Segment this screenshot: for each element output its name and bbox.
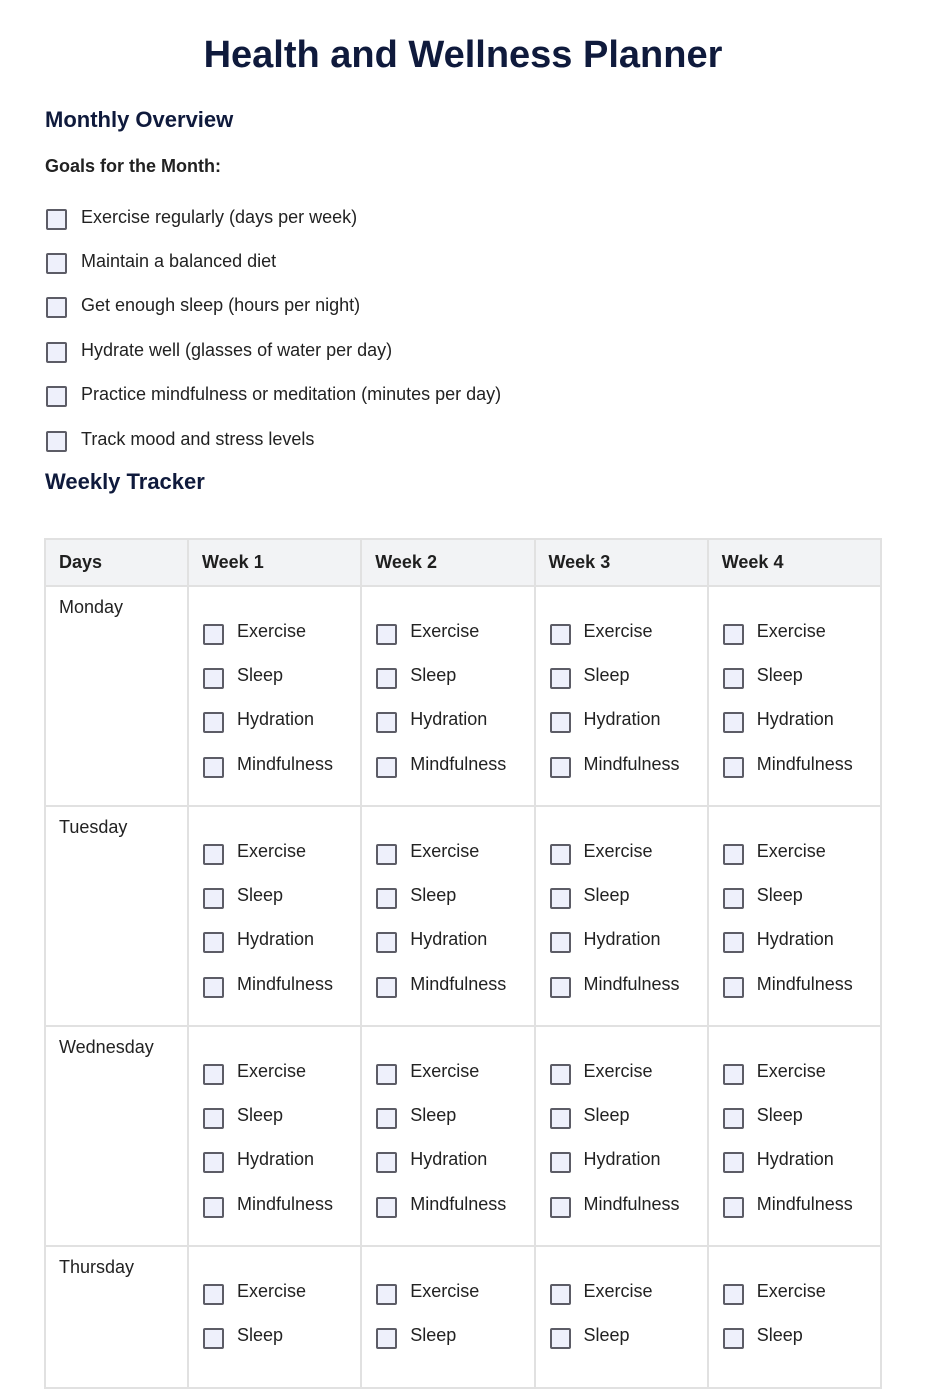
tracker-item-label: Sleep (410, 885, 457, 906)
tracker-item-label: Hydration (237, 929, 315, 950)
tracker-item[interactable] (203, 1269, 360, 1313)
tracker-item-label: Mindfulness (583, 1193, 680, 1214)
tracker-item-label: Exercise (583, 1060, 653, 1081)
checkbox[interactable] (723, 624, 744, 645)
week-3-cell (535, 586, 708, 806)
checkbox[interactable] (376, 977, 397, 998)
goals-list (46, 195, 501, 461)
tracker-item[interactable] (376, 918, 533, 962)
column-header-week-3: Week 3 (535, 539, 708, 586)
column-header-week-4: Week 4 (708, 539, 881, 586)
tracker-item-label: Sleep (583, 1105, 630, 1126)
tracker-item-label: Hydration (583, 929, 661, 950)
tracker-item[interactable] (376, 1269, 533, 1313)
checkbox[interactable] (723, 844, 744, 865)
tracker-item[interactable] (203, 1313, 360, 1357)
checkbox[interactable] (376, 1064, 397, 1085)
checkbox[interactable] (376, 668, 397, 689)
checkbox[interactable] (46, 386, 67, 407)
tracker-item[interactable] (203, 698, 360, 742)
checkbox[interactable] (550, 1108, 571, 1129)
tracker-item-label: Hydration (756, 709, 834, 730)
tracker-item[interactable] (376, 698, 533, 742)
checkbox[interactable] (203, 712, 224, 733)
tracker-item-label: Sleep (583, 665, 630, 686)
checkbox[interactable] (203, 1064, 224, 1085)
tracker-item[interactable] (203, 873, 360, 917)
tracker-item-label: Exercise (237, 840, 307, 861)
week-4-cell (708, 586, 881, 806)
checkbox[interactable] (550, 1152, 571, 1173)
tracker-item[interactable] (376, 1049, 533, 1093)
tracker-item-label: Exercise (237, 620, 307, 641)
tracker-item-label: Exercise (583, 840, 653, 861)
table-header-row (45, 539, 881, 586)
week-4-cell (708, 806, 881, 1026)
tracker-item-label: Sleep (583, 1325, 630, 1346)
checkbox[interactable] (723, 1108, 744, 1129)
checkbox[interactable] (550, 844, 571, 865)
checkbox[interactable] (46, 342, 67, 363)
goal-label: Exercise regularly (days per week) (81, 206, 358, 227)
tracker-item[interactable] (376, 1093, 533, 1137)
tracker-item-label: Exercise (583, 620, 653, 641)
tracker-item-label: Mindfulness (756, 973, 853, 994)
week-4-cell (708, 1246, 881, 1388)
checkbox[interactable] (723, 712, 744, 733)
checkbox[interactable] (723, 932, 744, 953)
checkbox[interactable] (723, 888, 744, 909)
tracker-item[interactable] (203, 653, 360, 697)
checkbox[interactable] (550, 712, 571, 733)
tracker-item[interactable] (723, 962, 880, 1006)
week-1-cell (188, 806, 361, 1026)
tracker-item-label: Mindfulness (756, 1193, 853, 1214)
goal-label: Track mood and stress levels (81, 428, 315, 449)
table-row (45, 1026, 881, 1246)
column-header-week-1: Week 1 (188, 539, 361, 586)
weekly-tracker-heading: Weekly Tracker (45, 469, 205, 494)
tracker-item[interactable] (723, 653, 880, 697)
checkbox[interactable] (376, 757, 397, 778)
checkbox[interactable] (550, 932, 571, 953)
tracker-item[interactable] (550, 1049, 707, 1093)
day-label: Tuesday (45, 806, 188, 1026)
checkbox[interactable] (723, 757, 744, 778)
tracker-item[interactable] (550, 962, 707, 1006)
tracker-item-label: Mindfulness (237, 973, 334, 994)
tracker-item-label: Sleep (756, 1325, 803, 1346)
tracker-item[interactable] (723, 829, 880, 873)
tracker-item-label: Hydration (237, 1149, 315, 1170)
tracker-item-label: Mindfulness (583, 753, 680, 774)
tracker-item-label: Mindfulness (756, 753, 853, 774)
tracker-item-label: Sleep (410, 665, 457, 686)
goal-item[interactable] (46, 239, 501, 283)
tracker-item-label: Sleep (583, 885, 630, 906)
day-label: Thursday (45, 1246, 188, 1388)
checkbox[interactable] (46, 209, 67, 230)
tracker-item-label: Hydration (583, 709, 661, 730)
goal-label: Get enough sleep (hours per night) (81, 295, 361, 316)
tracker-item[interactable] (203, 1093, 360, 1137)
tracker-item-label: Hydration (756, 929, 834, 950)
goal-label: Maintain a balanced diet (81, 251, 277, 272)
tracker-item-label: Hydration (237, 709, 315, 730)
tracker-item[interactable] (203, 1138, 360, 1182)
checkbox[interactable] (376, 1284, 397, 1305)
tracker-item[interactable] (376, 1313, 533, 1357)
tracker-item[interactable] (723, 1093, 880, 1137)
tracker-item[interactable] (723, 1138, 880, 1182)
tracker-item-label: Exercise (756, 1060, 826, 1081)
tracker-item-label: Hydration (410, 709, 488, 730)
tracker-item-label: Sleep (237, 1105, 284, 1126)
tracker-item[interactable] (376, 1138, 533, 1182)
tracker-item[interactable] (203, 1049, 360, 1093)
checkbox[interactable] (203, 757, 224, 778)
checkbox[interactable] (376, 1152, 397, 1173)
goal-label: Hydrate well (glasses of water per day) (81, 339, 393, 360)
table-row (45, 806, 881, 1026)
week-2-cell (361, 1026, 534, 1246)
tracker-item[interactable] (550, 1093, 707, 1137)
checkbox[interactable] (376, 712, 397, 733)
checkbox[interactable] (203, 1108, 224, 1129)
column-header-days: Days (45, 539, 188, 586)
tracker-item[interactable] (550, 918, 707, 962)
tracker-item[interactable] (550, 653, 707, 697)
checkbox[interactable] (203, 977, 224, 998)
tracker-item[interactable] (550, 1269, 707, 1313)
tracker-item[interactable] (723, 698, 880, 742)
week-2-cell (361, 586, 534, 806)
tracker-item[interactable] (550, 873, 707, 917)
checkbox[interactable] (376, 1328, 397, 1349)
tracker-item-label: Mindfulness (583, 973, 680, 994)
tracker-item-label: Exercise (756, 840, 826, 861)
checkbox[interactable] (550, 1328, 571, 1349)
tracker-item-label: Mindfulness (237, 1193, 334, 1214)
week-1-cell (188, 586, 361, 806)
tracker-item-label: Sleep (237, 885, 284, 906)
tracker-item-label: Hydration (410, 929, 488, 950)
checkbox[interactable] (723, 1328, 744, 1349)
tracker-item-label: Hydration (410, 1149, 488, 1170)
tracker-item-label: Hydration (583, 1149, 661, 1170)
checkbox[interactable] (203, 1197, 224, 1218)
tracker-item-label: Mindfulness (410, 973, 507, 994)
tracker-item-label: Exercise (756, 1280, 826, 1301)
goal-item[interactable] (46, 373, 501, 417)
tracker-item[interactable] (550, 609, 707, 653)
tracker-item-label: Sleep (756, 665, 803, 686)
week-2-cell (361, 806, 534, 1026)
goal-item[interactable] (46, 417, 501, 461)
checkbox[interactable] (550, 977, 571, 998)
day-label: Wednesday (45, 1026, 188, 1246)
tracker-item-label: Exercise (410, 620, 480, 641)
checkbox[interactable] (723, 1064, 744, 1085)
checkbox[interactable] (46, 297, 67, 318)
tracker-item[interactable] (203, 962, 360, 1006)
tracker-item[interactable] (376, 653, 533, 697)
tracker-item-label: Sleep (410, 1325, 457, 1346)
checkbox[interactable] (203, 1152, 224, 1173)
tracker-item[interactable] (550, 829, 707, 873)
tracker-item[interactable] (723, 742, 880, 786)
checkbox[interactable] (203, 668, 224, 689)
tracker-item-label: Exercise (410, 1060, 480, 1081)
tracker-item[interactable] (723, 873, 880, 917)
checkbox[interactable] (550, 1197, 571, 1218)
checkbox[interactable] (550, 1064, 571, 1085)
tracker-item[interactable] (723, 1182, 880, 1226)
checkbox[interactable] (203, 888, 224, 909)
tracker-item-label: Sleep (410, 1105, 457, 1126)
tracker-item[interactable] (550, 1182, 707, 1226)
tracker-item[interactable] (550, 1138, 707, 1182)
tracker-item-label: Hydration (756, 1149, 834, 1170)
checkbox[interactable] (46, 253, 67, 274)
checkbox[interactable] (203, 1284, 224, 1305)
checkbox[interactable] (550, 624, 571, 645)
tracker-item[interactable] (376, 742, 533, 786)
tracker-item-label: Mindfulness (237, 753, 334, 774)
checkbox[interactable] (203, 624, 224, 645)
tracker-item[interactable] (723, 1269, 880, 1313)
week-3-cell (535, 806, 708, 1026)
tracker-item-label: Sleep (237, 1325, 284, 1346)
goal-item[interactable] (46, 195, 501, 239)
checkbox[interactable] (723, 1197, 744, 1218)
tracker-item[interactable] (376, 609, 533, 653)
table-row (45, 586, 881, 806)
page-title: Health and Wellness Planner (203, 34, 723, 76)
tracker-item[interactable] (376, 962, 533, 1006)
day-label: Monday (45, 586, 188, 806)
goal-label: Practice mindfulness or meditation (minutes per day) (81, 384, 502, 405)
tracker-item[interactable] (550, 698, 707, 742)
week-2-cell (361, 1246, 534, 1388)
tracker-item-label: Exercise (410, 1280, 480, 1301)
checkbox[interactable] (550, 1284, 571, 1305)
week-3-cell (535, 1246, 708, 1388)
goal-item[interactable] (46, 328, 501, 372)
checkbox[interactable] (550, 668, 571, 689)
tracker-item-label: Exercise (237, 1060, 307, 1081)
tracker-item[interactable] (723, 609, 880, 653)
checkbox[interactable] (46, 431, 67, 452)
week-1-cell (188, 1246, 361, 1388)
tracker-item[interactable] (376, 829, 533, 873)
checkbox[interactable] (376, 1108, 397, 1129)
checkbox[interactable] (376, 844, 397, 865)
tracker-item[interactable] (723, 918, 880, 962)
week-4-cell (708, 1026, 881, 1246)
tracker-item[interactable] (723, 1049, 880, 1093)
checkbox[interactable] (203, 932, 224, 953)
tracker-item[interactable] (550, 742, 707, 786)
checkbox[interactable] (376, 932, 397, 953)
checkbox[interactable] (203, 1328, 224, 1349)
column-header-week-2: Week 2 (361, 539, 534, 586)
tracker-item[interactable] (550, 1313, 707, 1357)
checkbox[interactable] (550, 888, 571, 909)
tracker-item-label: Sleep (756, 885, 803, 906)
tracker-item[interactable] (203, 829, 360, 873)
tracker-item-label: Mindfulness (410, 753, 507, 774)
tracker-item-label: Exercise (756, 620, 826, 641)
checkbox[interactable] (203, 844, 224, 865)
tracker-item-label: Sleep (756, 1105, 803, 1126)
checkbox[interactable] (376, 888, 397, 909)
tracker-item[interactable] (203, 1182, 360, 1226)
tracker-item[interactable] (376, 873, 533, 917)
table-row (45, 1246, 881, 1388)
tracker-item[interactable] (723, 1313, 880, 1357)
tracker-item[interactable] (376, 1182, 533, 1226)
checkbox[interactable] (723, 1284, 744, 1305)
checkbox[interactable] (723, 668, 744, 689)
week-1-cell (188, 1026, 361, 1246)
checkbox[interactable] (723, 977, 744, 998)
tracker-item-label: Exercise (410, 840, 480, 861)
monthly-overview-heading: Monthly Overview (45, 107, 234, 132)
tracker-item-label: Sleep (237, 665, 284, 686)
checkbox[interactable] (550, 757, 571, 778)
tracker-item-label: Exercise (583, 1280, 653, 1301)
checkbox[interactable] (376, 1197, 397, 1218)
tracker-item-label: Exercise (237, 1280, 307, 1301)
weekly-tracker-table (44, 538, 882, 1389)
tracker-item[interactable] (203, 918, 360, 962)
week-3-cell (535, 1026, 708, 1246)
goal-item[interactable] (46, 284, 501, 328)
tracker-item[interactable] (203, 609, 360, 653)
checkbox[interactable] (723, 1152, 744, 1173)
tracker-item[interactable] (203, 742, 360, 786)
checkbox[interactable] (376, 624, 397, 645)
goals-heading: Goals for the Month: (45, 156, 221, 176)
tracker-item-label: Mindfulness (410, 1193, 507, 1214)
